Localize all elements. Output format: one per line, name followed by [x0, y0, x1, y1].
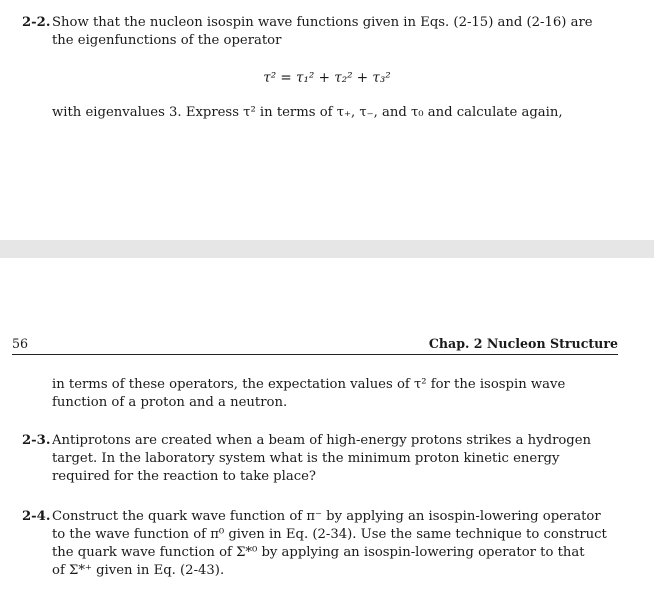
problem-text-line: the quark wave function of Σ*⁰ by applying an isospin-lowering operator to that [52, 545, 585, 560]
problem-2-2 [22, 14, 622, 50]
page-header [12, 336, 618, 355]
problem-number: 2-2. [22, 15, 51, 30]
problem-text-line: required for the reaction to take place? [52, 469, 316, 484]
problem-text-line: target. In the laboratory system what is the minimum proton kinetic energy [52, 451, 560, 466]
problem-text-line: Construct the quark wave function of π⁻ by applying an isospin-lowering operator [52, 509, 601, 524]
problem-number: 2-4. [22, 509, 51, 524]
problem-text-line: Antiprotons are created when a beam of high-energy protons strikes a hydrogen [52, 433, 592, 448]
problem-number: 2-3. [22, 433, 51, 448]
page-number: 56 [12, 336, 29, 351]
page-separator [0, 240, 654, 258]
text-line: in terms of these operators, the expectation values of τ² for the isospin wave [52, 377, 566, 392]
top-page [0, 0, 654, 240]
problem-text-line: Show that the nucleon isospin wave functions given in Eqs. (2-15) and (2-16) are [52, 15, 593, 30]
text-line: function of a proton and a neutron. [52, 395, 288, 410]
problem-text-line: with eigenvalues 3. Express τ² in terms of τ₊, τ₋, and τ₀ and calculate again, [52, 105, 563, 120]
problem-text-line: the eigenfunctions of the operator [52, 33, 282, 48]
problem-2-3 [22, 432, 622, 486]
equation: τ² = τ₁² + τ₂² + τ₃² [263, 70, 391, 86]
problem-2-4 [22, 508, 622, 580]
bottom-page [0, 258, 654, 600]
continuation-text [52, 376, 622, 412]
chapter-title: Chap. 2 Nucleon Structure [428, 336, 618, 351]
problem-text-line: of Σ*⁺ given in Eq. (2-43). [52, 563, 225, 578]
problem-text-line: to the wave function of π⁰ given in Eq. (2-34). Use the same technique to construct [52, 527, 607, 542]
problem-2-2-continued [22, 104, 622, 122]
